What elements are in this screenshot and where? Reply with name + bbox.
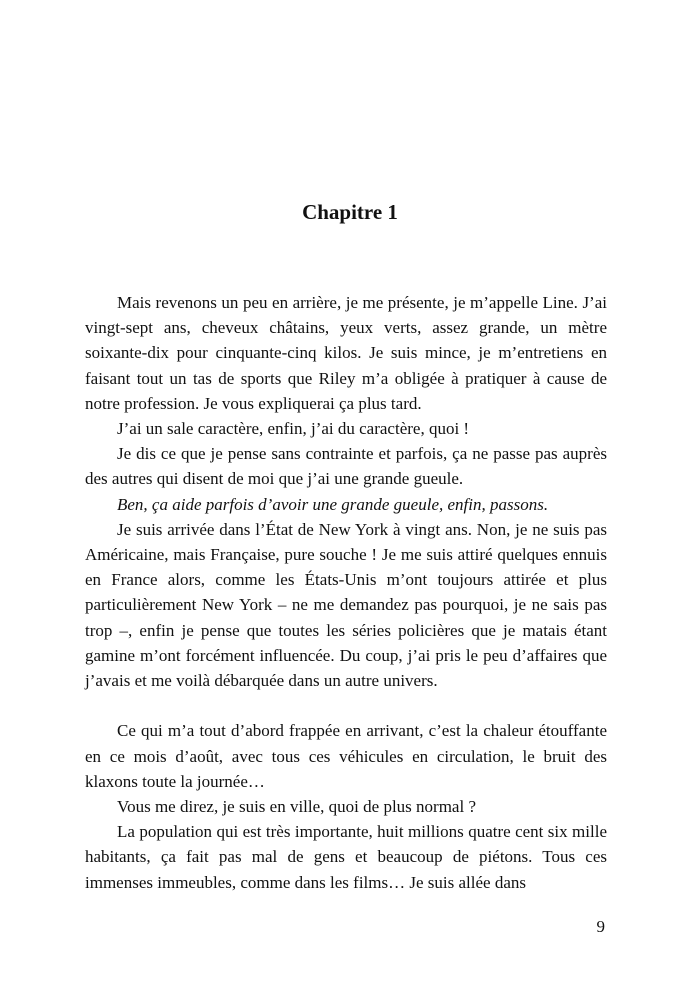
page-number: 9 bbox=[596, 917, 605, 936]
paragraph-speaking-mind: Je dis ce que je pense sans contrainte et parfois, ça ne passe pas auprès des autres qui disent de moi que j’ai une grande gueule. bbox=[85, 444, 607, 489]
paragraph-city-remark: Vous me direz, je suis en ville, quoi de plus normal ? bbox=[117, 797, 476, 817]
chapter-body bbox=[85, 290, 607, 895]
paragraph-population: La population qui est très importante, huit millions quatre cent six mille habitants, ça fait pas mal de gens et beaucoup de piétons. Tous ces immenses immeubles, comme dans les films… Je suis allée dans bbox=[85, 822, 607, 892]
paragraph-first-impression: Ce qui m’a tout d’abord frappée en arrivant, c’est la chaleur étouffante en ce mois d’août, avec tous ces véhicules en circulation, le bruit des klaxons toute la journée… bbox=[85, 721, 607, 791]
paragraph-character: J’ai un sale caractère, enfin, j’ai du caractère, quoi ! bbox=[117, 419, 470, 439]
paragraph-italic-aside: Ben, ça aide parfois d’avoir une grande gueule, enfin, passons. bbox=[117, 494, 549, 514]
section-break bbox=[85, 693, 607, 718]
paragraph-introduction: Mais revenons un peu en arrière, je me présente, je m’appelle Line. J’ai vingt-sept ans, cheveux châtains, yeux verts, assez grande, un mètre soixante-dix pour cinquante-cinq kilos. Je suis mince, je m’entretiens en faisant tout un tas de sports que Riley m’a obligée à pratiquer à cause de notre profession. Je vous expliquerai ça plus tard. bbox=[85, 293, 607, 413]
chapter-title: Chapitre 1 bbox=[302, 200, 398, 224]
paragraph-arrival-new-york: Je suis arrivée dans l’État de New York à vingt ans. Non, je ne suis pas Américaine, mais Française, pure souche ! Je me suis attiré quelques ennuis en France alors, comme les États-Unis m’ont toujours attirée et plus particulièrement New York – ne me demandez pas pourquoi, je ne sais pas trop –, enfin je pense que toutes les séries policières que je matais étant gamine m’ont forcément influencée. Du coup, j’ai pris le peu d’affaires que j’avais et me voilà débarquée dans un autre univers. bbox=[85, 519, 607, 691]
